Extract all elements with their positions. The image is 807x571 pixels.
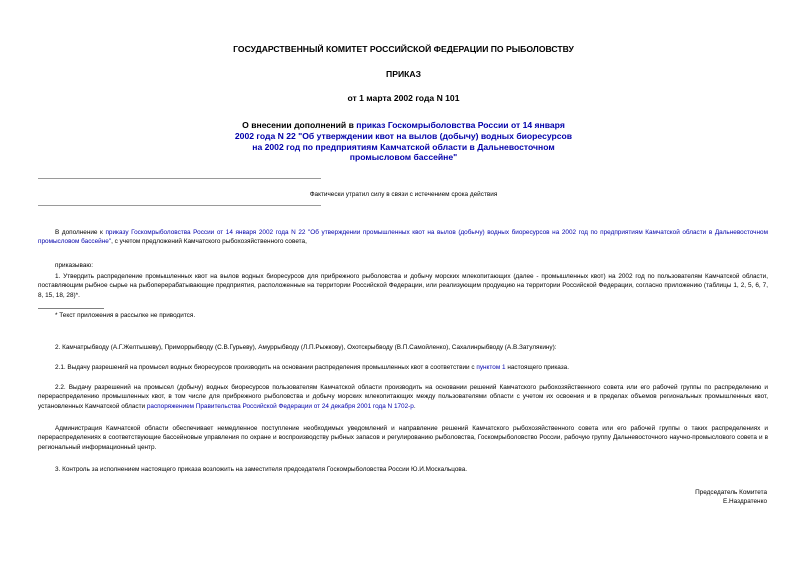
- administration-paragraph: Администрация Камчатской области обеспечивает немедленное поступление необходимых уведомлений и направление решений Камчатского рыбохозяйственного совета или его рабочей группы о таких распределениях и перераспределениях в соответствующие бассейновые управления по охране и воспроизводству рыбных запасов и регулированию рыболовства, Госкомрыболовство России, рабочую группу Дальневосточного научно-промыслового совета и в региональный информационный центр.: [38, 425, 768, 451]
- government-decree-link[interactable]: распоряжением Правительства Российской Федерации от 24 декабря 2001 года N 1702-р: [146, 402, 414, 410]
- order-word: приказываю:: [55, 262, 93, 269]
- divider-top: [38, 178, 321, 179]
- signatory-name: Е.Наздратенко: [723, 498, 767, 506]
- status-note: Фактически утратил силу в связи с истечением срока действия: [309, 191, 498, 198]
- title-order-link[interactable]: приказ Госкомрыболовства России от 14 января 2002 года N 22 "Об утверждении квот на вылов (добычу) водных биоресурсов на 2002 год по предприятиям Камчатской области в Дальневосточном промысловом бассейне": [234, 120, 573, 163]
- item-2-1-suffix: настоящего приказа.: [505, 364, 569, 371]
- item-1-paragraph: 1. Утвердить распределение промышленных квот на вылов водных биоресурсов для прибрежного рыболовства и добычу морских млекопитающих (далее - промышленных квот) на 2002 год по пользователям Камчатской области, поставляющим рыбное сырье на рыбоперерабатывающие предприятия, расположенные на территории Российской Федерации, или реализующим продукцию на территории Российской Федерации, согласно приложению (таблицы 1, 2, 5, 6, 7, 8, 15, 18, 28)*.: [38, 273, 768, 299]
- item-3-paragraph: 3. Контроль за исполнением настоящего приказа возложить на заместителя председателя Госкомрыболовства России Ю.И.Москальцова.: [55, 466, 468, 473]
- item-2-1-paragraph: [38, 363, 768, 372]
- signatory-position: Председатель Комитета: [695, 489, 767, 496]
- doc-type-heading: ПРИКАЗ: [386, 69, 421, 79]
- footnote-divider: [38, 308, 104, 309]
- item-2-2-prefix: 2.2. Выдачу разрешений на промысел (добычу) водных биоресурсов пользователям Камчатской области производить на основании решений Камчатского рыбохозяйственного совета или его рабочей группы по распределению и перераспределению промышленных квот, в том числе для прибрежного рыболовства и добычу морских млекопитающих между пользователями области с учетом их освоения и в пределах объемов региональных промышленных квот, установленных Камчатской области: [38, 384, 768, 410]
- intro-order-link[interactable]: приказу Госкомрыболовства России от 14 января 2002 года N 22 "Об утверждении промышленных квот на вылов (добычу) водных биоресурсов на 2002 год по предприятиям Камчатской области в Дальневосточном промысловом бассейне": [38, 229, 768, 246]
- footnote: * Текст приложения в рассылке не приводится.: [55, 312, 196, 319]
- item-1-link[interactable]: пунктом 1: [476, 364, 506, 371]
- item-2-2-suffix: .: [413, 402, 416, 410]
- intro-prefix: В дополнение к: [55, 229, 106, 236]
- signature-block: [695, 488, 767, 507]
- intro-suffix: , с учетом предложений Камчатского рыбохозяйственного совета,: [111, 238, 307, 246]
- item-2-2-paragraph: [38, 383, 768, 411]
- document-title: [0, 120, 807, 163]
- intro-paragraph: [38, 228, 768, 247]
- title-prefix: О внесении дополнений в: [242, 120, 357, 130]
- item-2-1-prefix: 2.1. Выдачу разрешений на промысел водных биоресурсов производить на основании распределения промышленных квот в соответствии с: [55, 364, 477, 371]
- divider-bottom: [38, 205, 321, 206]
- date-number-heading: от 1 марта 2002 года N 101: [347, 93, 460, 103]
- item-2-paragraph: 2. Камчатрыбводу (А.Г.Желтышеву), Приморрыбводу (С.В.Гурьеву), Амуррыбводу (Л.П.Рыжкову), Охотскрыбводу (В.П.Самойленко), Сахалинрыбводу (А.В.Затулякину):: [55, 344, 557, 351]
- committee-heading: ГОСУДАРСТВЕННЫЙ КОМИТЕТ РОССИЙСКОЙ ФЕДЕРАЦИИ ПО РЫБОЛОВСТВУ: [233, 44, 574, 54]
